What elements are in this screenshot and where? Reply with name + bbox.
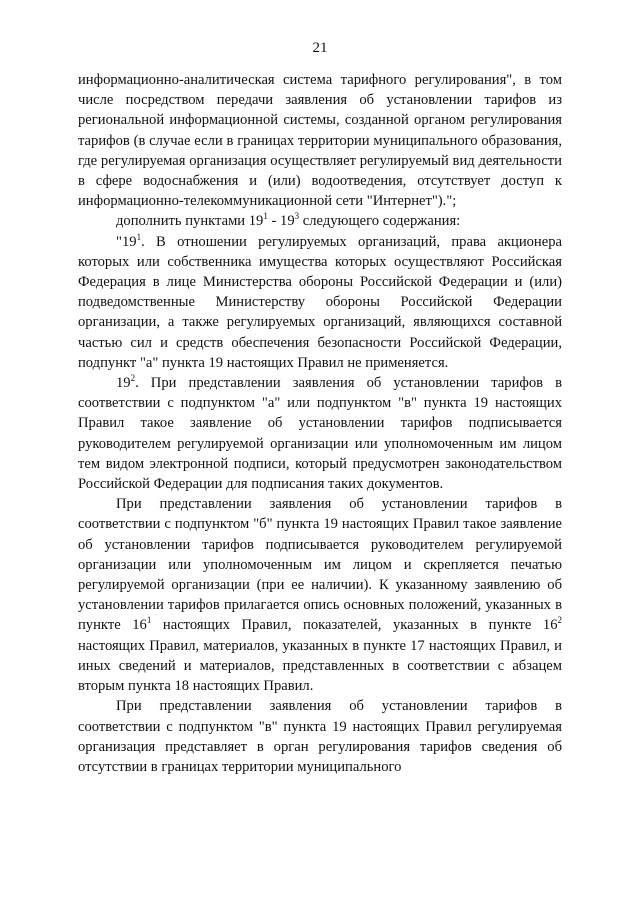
paragraph-point-19-1	[78, 232, 562, 373]
paragraph-point-19-2-b	[78, 494, 562, 696]
text-span: При представлении заявления об установлении тарифов в соответствии с подпунктом "б" пункта 19 настоящих Правил такое заявление об установлении тарифов подписывается руководителем регулируемой организации или уполномоченным им лицом и скрепляется печатью регулируемой организации (при ее наличии). К указанному заявлению об установлении тарифов прилагается опись основных положений, указанных в пункте 16	[78, 496, 562, 634]
text-span: . В отношении регулируемых организаций, права акционера которых или собственника имущества которых осуществляют Российская Федерация в лице Министерства обороны Российской Федерации и (или) подведомственные Министерству обороны Российской Федерации организации, а также регулируемых организаций, являющихся составной частью сил и средств обеспечения безопасности Российской Федерации, подпункт "а" пункта 19 настоящих Правил не применяется.	[78, 233, 562, 371]
paragraph-point-19-2	[78, 373, 562, 494]
text-span: настоящих Правил, материалов, указанных в пункте 17 настоящих Правил, и иных сведений и материалов, представленных в соответствии с абзацем вторым пункта 18 настоящих Правил.	[78, 637, 562, 695]
page-number: 21	[312, 40, 328, 56]
paragraph-point-19-2-v: При представлении заявления об установлении тарифов в соответствии с подпунктом "в" пункта 19 настоящих Правил регулируемая организация представляет в орган регулирования тарифов сведения об отсутствии в границах территории муниципального	[78, 698, 562, 775]
superscript: 1	[136, 231, 142, 242]
text-span: - 19	[267, 213, 295, 230]
text-span: следующего содержания:	[299, 213, 461, 230]
text-span: . При представлении заявления об установлении тарифов в соответствии с подпунктом "а" или подпунктом "в" пункта 19 настоящих Правил такое заявление об установлении тарифов подписывается руководителем регулируемой организации или уполномоченным им лицом тем видом электронной подписи, который предусмотрен законодательством Российской Федерации для подписания таких документов.	[78, 375, 562, 493]
document-body	[78, 70, 562, 777]
text-span: настоящих Правил, показателей, указанных в пункте 16	[151, 617, 558, 634]
superscript: 1	[263, 211, 268, 222]
paragraph-continuation: информационно-аналитическая система тарифного регулирования", в том числе посредством передачи заявления об установлении тарифов из региональной информационной системы, созданной органом регулирования тарифов (в случае если в границах территории муниципального образования, где регулируемая организация осуществляет регулируемый вид деятельности в сфере водоснабжения и (или) водоотведения, отсутствует доступ к информационно-телекоммуникационной сети "Интернет").";	[78, 72, 562, 210]
paragraph-add-points	[78, 211, 562, 231]
superscript: 1	[146, 615, 152, 626]
text-span: "19	[116, 233, 137, 250]
text-span: дополнить пунктами 19	[116, 213, 264, 230]
text-span: 19	[116, 375, 131, 392]
superscript: 3	[294, 211, 300, 222]
superscript: 2	[557, 615, 562, 626]
superscript: 2	[130, 373, 136, 384]
